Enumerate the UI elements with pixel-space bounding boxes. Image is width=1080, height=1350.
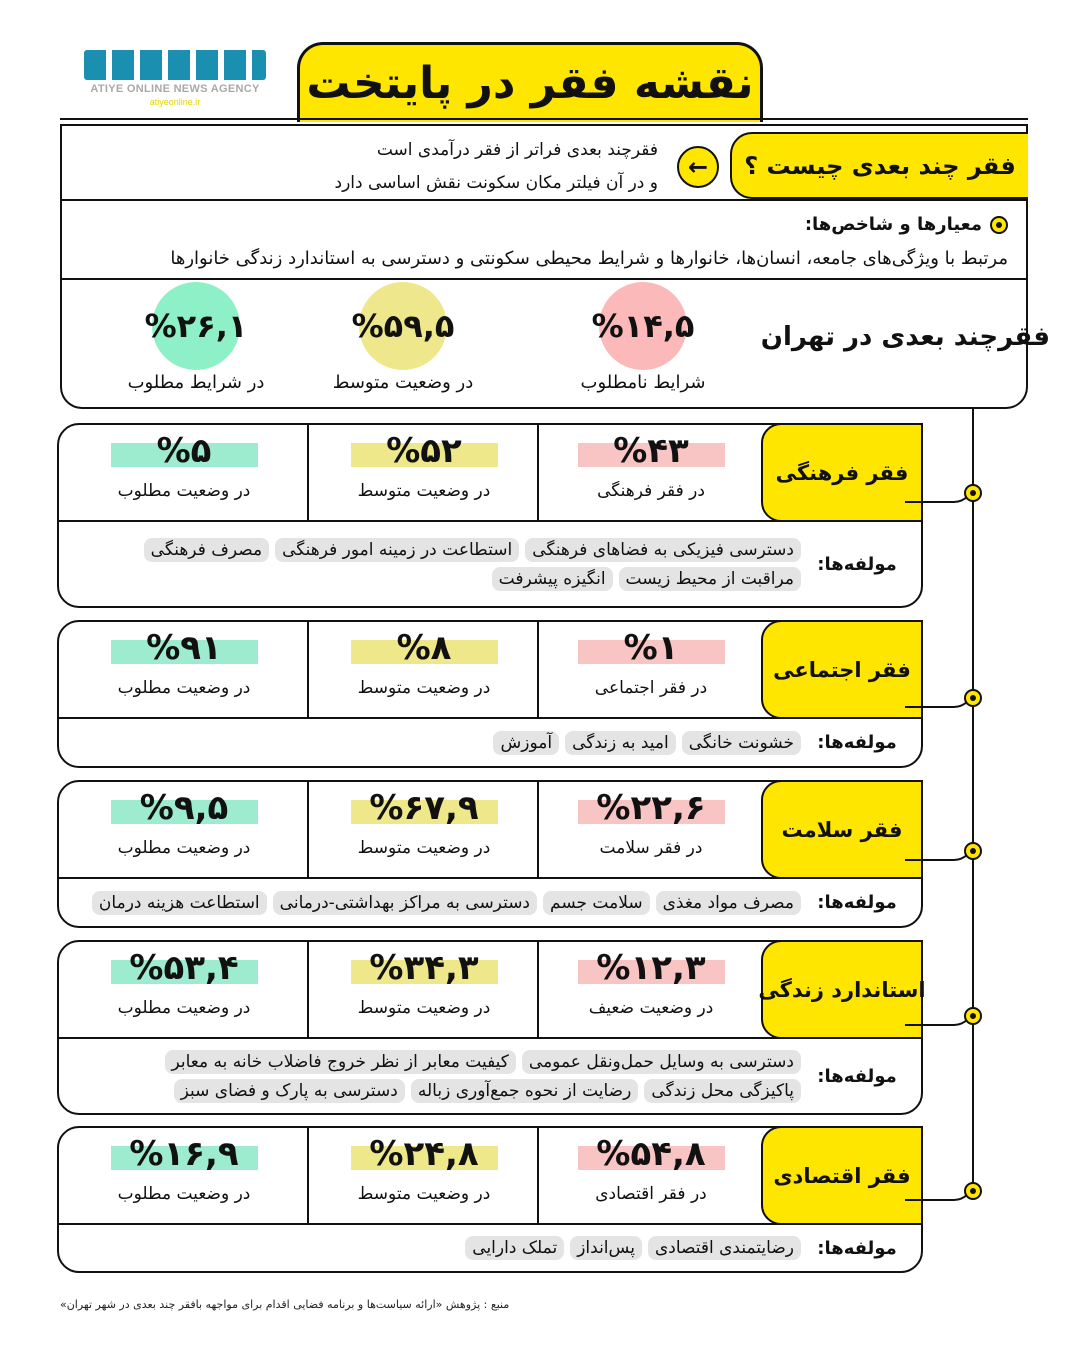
divider <box>537 782 539 877</box>
stat-column <box>539 622 763 717</box>
stat-column <box>309 622 539 717</box>
divider <box>60 278 1028 280</box>
tag: دسترسی فیزیکی به فضاهای فرهنگی <box>525 538 801 562</box>
tags-label: مولفه‌ها: <box>817 732 897 753</box>
stat-value: %۲۶,۱ <box>144 307 248 345</box>
divider <box>307 425 309 520</box>
stat-column <box>59 1128 309 1223</box>
tag: استطاعت هزینه درمان <box>92 891 267 915</box>
stat-label: در وضعیت متوسط <box>332 372 474 393</box>
section-title: فقر اجتماعی <box>761 620 923 719</box>
tags-list <box>67 731 801 755</box>
stat-value: %۳۴,۳ <box>369 948 479 988</box>
tehran-stat <box>543 282 743 393</box>
tags-list <box>67 891 801 915</box>
divider <box>537 1128 539 1223</box>
tehran-stat <box>96 282 296 393</box>
section-card <box>57 940 926 1115</box>
criteria-text: مرتبط با ویژگی‌های جامعه، انسان‌ها، خانوارها و شرایط محیطی سکونتی و دسترسی به استاندارد زندگی خانوارها <box>170 248 1008 269</box>
stat-value: %۵۴,۸ <box>596 1134 706 1174</box>
tag: امید به زندگی <box>565 731 676 755</box>
tags-label: مولفه‌ها: <box>817 553 897 575</box>
tag: دسترسی به مراکز بهداشتی-درمانی <box>273 891 537 915</box>
divider <box>307 942 309 1037</box>
divider <box>537 622 539 717</box>
tag: رضایتمندی اقتصادی <box>648 1236 801 1260</box>
connector-dot-icon <box>964 484 982 502</box>
tag: تملک دارایی <box>465 1236 564 1260</box>
stat-value: %۴۳ <box>613 431 689 471</box>
section-card <box>57 423 923 608</box>
tag: مراقبت از محیط زیست <box>619 567 801 591</box>
stat-value: %۵۹,۵ <box>351 307 455 345</box>
stat-label: در فقر اقتصادی <box>595 1184 707 1204</box>
tags-label: مولفه‌ها: <box>817 1237 897 1259</box>
stat-label: در شرایط مطلوب <box>127 372 265 393</box>
stat-label: در فقر سلامت <box>599 838 703 858</box>
stat-circle <box>144 282 248 370</box>
stat-value: %۱۴,۵ <box>591 307 695 345</box>
stat-column <box>59 782 309 877</box>
stat-column <box>309 782 539 877</box>
stat-label: در وضعیت متوسط <box>357 1184 491 1204</box>
stat-value: %۲۲,۶ <box>596 788 706 828</box>
stat-column <box>539 782 763 877</box>
page-title: نقشه فقر در پایتخت <box>297 42 763 122</box>
stat-value: %۸ <box>396 628 452 668</box>
tags-label: مولفه‌ها: <box>817 892 897 913</box>
stat-value-bar <box>351 1134 498 1174</box>
stat-value-bar <box>578 431 725 471</box>
stat-circle <box>591 282 695 370</box>
connector-dot-icon <box>964 689 982 707</box>
tag: انگیزه پیشرفت <box>492 567 613 591</box>
tag: دسترسی به پارک و فضای سبز <box>174 1079 405 1103</box>
stat-column <box>309 1128 539 1223</box>
divider <box>60 199 1028 201</box>
stat-value: %۵ <box>156 431 212 471</box>
tags-row <box>67 1233 913 1263</box>
tags-list <box>67 1236 801 1260</box>
connector-line <box>972 408 974 1192</box>
stat-column <box>539 942 763 1037</box>
stat-value: %۶۷,۹ <box>369 788 479 828</box>
stat-column <box>59 622 309 717</box>
tags-row <box>67 530 913 598</box>
stat-value-bar <box>111 788 258 828</box>
stat-label: در وضعیت مطلوب <box>117 1184 251 1204</box>
tag: رضایت از نحوه جمع‌آوری زباله <box>411 1079 638 1103</box>
stat-label: شرایط نامطلوب <box>580 372 706 393</box>
stat-value-bar <box>351 431 498 471</box>
section-title: فقر اقتصادی <box>761 1126 923 1225</box>
tag: پس‌انداز <box>570 1236 642 1260</box>
tag: دسترسی به وسایل حمل‌ونقل عمومی <box>522 1050 801 1074</box>
tag: سلامت جسم <box>543 891 650 915</box>
stat-label: در فقر فرهنگی <box>597 481 705 501</box>
tag: مصرف مواد مغذی <box>656 891 801 915</box>
tags-row <box>67 1047 913 1105</box>
section-card <box>57 1126 923 1273</box>
stat-value: %۱۲,۳ <box>596 948 706 988</box>
stat-column <box>59 425 309 520</box>
divider <box>537 425 539 520</box>
definition-line-2: و در آن فیلتر مکان سکونت نقش اساسی دارد <box>334 173 658 193</box>
connector-dot-icon <box>964 1182 982 1200</box>
section-title: استاندارد زندگی <box>761 940 923 1039</box>
source-note: منبع : پژوهش «ارائه سیاست‌ها و برنامه فضایی اقدام برای مواجهه بافقر چند بعدی در شهر تهران» <box>60 1298 510 1311</box>
arrow-left-icon: ← <box>677 146 719 188</box>
tags-label: مولفه‌ها: <box>817 1065 897 1087</box>
section-title: فقر فرهنگی <box>761 423 923 522</box>
stat-value-bar <box>578 788 725 828</box>
stat-column <box>539 1128 763 1223</box>
stat-value-bar <box>578 1134 725 1174</box>
stat-value: %۹۱ <box>146 628 222 668</box>
stat-circle <box>351 282 455 370</box>
logo-url: atiyeonline.ir <box>149 97 201 107</box>
tags-row <box>67 887 913 918</box>
stat-value: %۲۴,۸ <box>369 1134 479 1174</box>
stat-column <box>59 942 309 1037</box>
stat-value-bar <box>111 948 258 988</box>
stat-column <box>539 425 763 520</box>
tag: کیفیت معابر از نظر خروج فاضلاب خانه به معابر <box>165 1050 516 1074</box>
tags-row <box>67 727 913 758</box>
question-label: فقر چند بعدی چیست ؟ <box>730 132 1028 199</box>
stat-column <box>309 942 539 1037</box>
definition-line-1: فقرچند بعدی فراتر از فقر درآمدی است <box>376 140 658 160</box>
divider <box>307 782 309 877</box>
divider <box>307 622 309 717</box>
logo-text: ATIYE ONLINE NEWS AGENCY <box>90 83 260 95</box>
stat-label: در وضعیت ضعیف <box>588 998 714 1018</box>
stat-label: در فقر اجتماعی <box>594 678 708 698</box>
stat-value: %۱ <box>623 628 679 668</box>
stat-label: در وضعیت مطلوب <box>117 481 251 501</box>
tag: پاکیزگی محل زندگی <box>644 1079 801 1103</box>
logo-mark <box>84 50 266 80</box>
agency-logo <box>80 50 270 110</box>
connector-dot-icon <box>964 842 982 860</box>
section-title: فقر سلامت <box>761 780 923 879</box>
section-card <box>57 620 923 768</box>
stat-label: در وضعیت مطلوب <box>117 678 251 698</box>
stat-value-bar <box>578 628 725 668</box>
tag: مصرف فرهنگی <box>144 538 269 562</box>
tags-list <box>67 1050 801 1103</box>
tag: خشونت خانگی <box>682 731 801 755</box>
stat-value: %۵۲ <box>386 431 462 471</box>
stat-label: در وضعیت متوسط <box>357 678 491 698</box>
stat-label: در وضعیت متوسط <box>357 481 491 501</box>
stat-value: %۱۶,۹ <box>129 1134 239 1174</box>
stat-value-bar <box>111 628 258 668</box>
stat-label: در وضعیت متوسط <box>357 838 491 858</box>
tag: استطاعت در زمینه امور فرهنگی <box>275 538 519 562</box>
definition-text <box>335 134 658 200</box>
stat-value-bar <box>578 948 725 988</box>
divider <box>537 942 539 1037</box>
criteria-heading: معیارها و شاخص‌ها: <box>804 214 982 235</box>
stat-label: در وضعیت مطلوب <box>117 838 251 858</box>
stat-value-bar <box>111 431 258 471</box>
section-card <box>57 780 923 928</box>
stat-value: %۹,۵ <box>139 788 229 828</box>
tags-list <box>67 538 801 591</box>
tag: آموزش <box>493 731 559 755</box>
stat-value-bar <box>111 1134 258 1174</box>
tehran-stat <box>303 282 503 393</box>
stat-label: در وضعیت متوسط <box>357 998 491 1018</box>
stat-value-bar <box>351 788 498 828</box>
connector-dot-icon <box>964 1007 982 1025</box>
stat-value: %۵۳,۴ <box>129 948 239 988</box>
tehran-label: فقرچند بعدی در تهران <box>760 322 1050 352</box>
stat-column <box>309 425 539 520</box>
criteria <box>170 208 1008 276</box>
divider <box>307 1128 309 1223</box>
bullet-icon <box>990 216 1008 234</box>
stat-value-bar <box>351 628 498 668</box>
stat-label: در وضعیت مطلوب <box>117 998 251 1018</box>
stat-value-bar <box>351 948 498 988</box>
